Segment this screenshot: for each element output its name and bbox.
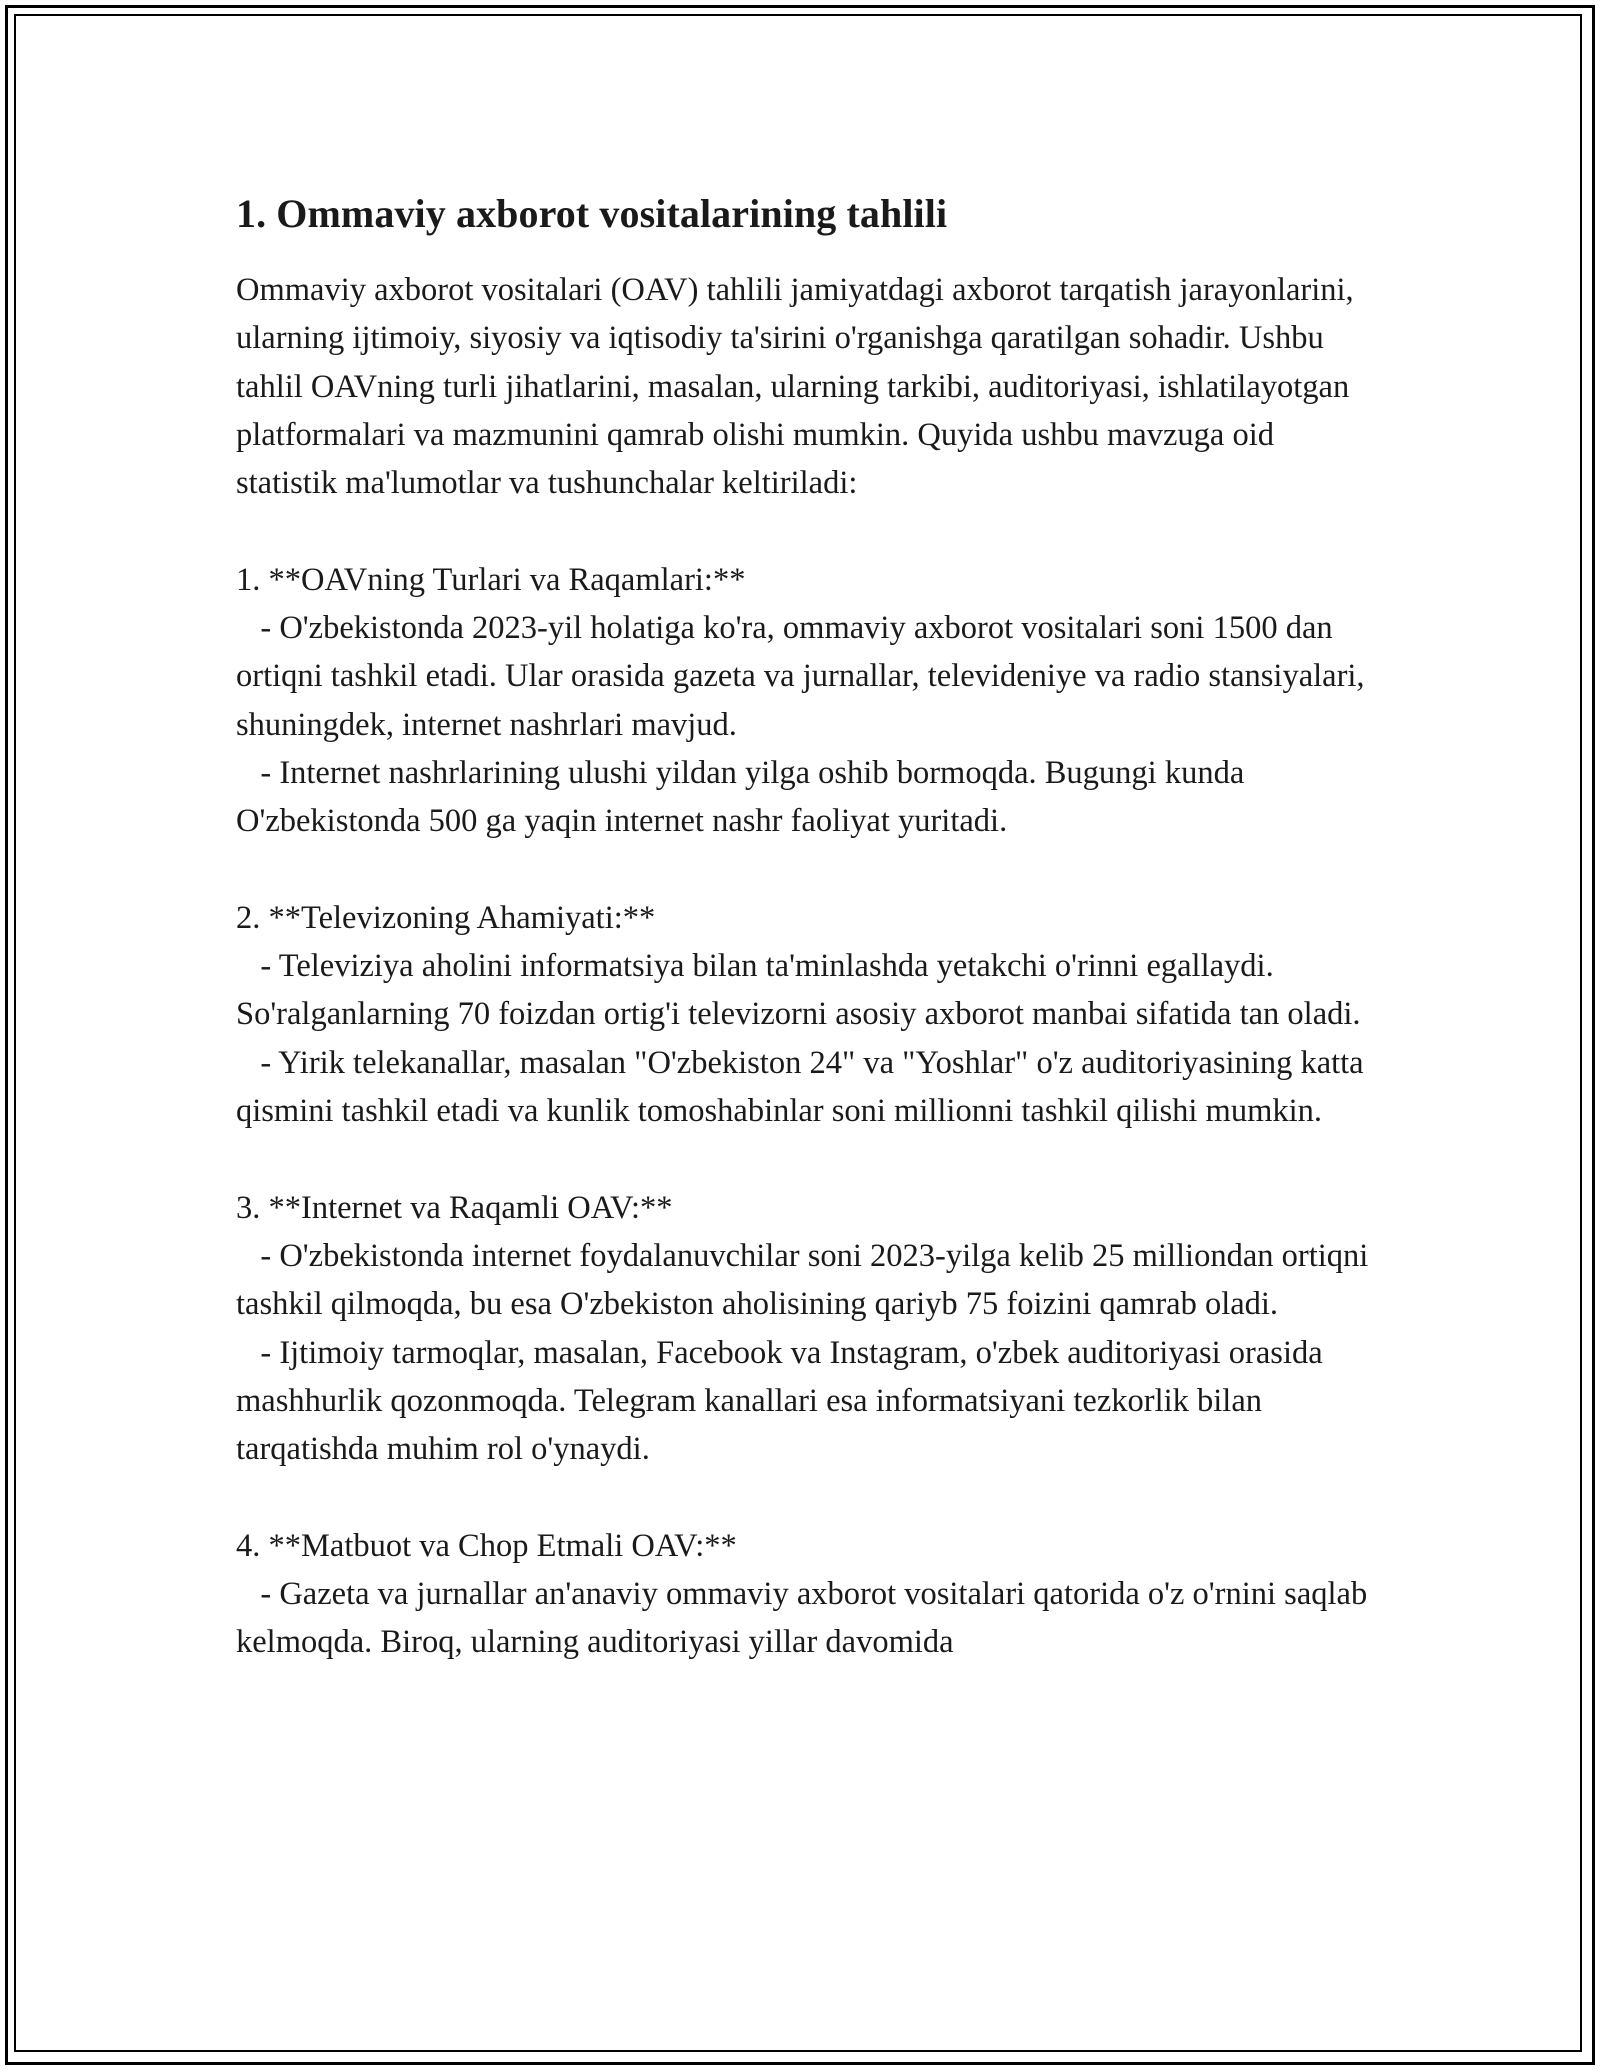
section-internet-digital (236, 1184, 1376, 1474)
section-bullet: - O'zbekistonda internet foydalanuvchilar soni 2023-yilga kelib 25 milliondan ortiqni tashkil qilmoqda, bu esa O'zbekiston aholisining qariyb 75 foizini qamrab oladi. (236, 1237, 1377, 1323)
section-oav-types (236, 556, 1376, 846)
section-bullet: - Ijtimoiy tarmoqlar, masalan, Facebook va Instagram, o'zbek auditoriyasi orasida mashhurlik qozonmoqda. Telegram kanallari esa informatsiyani tezkorlik bilan tarqatishda muhim rol o'ynaydi. (236, 1334, 1331, 1468)
section-television (236, 894, 1376, 1135)
section-print-media (236, 1522, 1376, 1667)
paragraph-gap (236, 1135, 1376, 1183)
paragraph-gap (236, 507, 1376, 555)
section-bullet: - O'zbekistonda 2023-yil holatiga ko'ra, ommaviy axborot vositalari soni 1500 dan ortiqni tashkil etadi. Ular orasida gazeta va jurnallar, televideniye va radio stansiyalari, shuningdek, internet nashrlari mavjud. (236, 610, 1373, 743)
document-title: 1. Ommaviy axborot vositalarining tahlili (236, 191, 948, 236)
document-body (236, 186, 1376, 1667)
section-bullet: - Yirik telekanallar, masalan "O'zbekiston 24" va "Yoshlar" o'z auditoriyasining katta qismini tashkil etadi va kunlik tomoshabinlar soni millionni tashkil qilishi mumkin. (236, 1044, 1372, 1130)
section-bullet: - Internet nashrlarining ulushi yildan yilga oshib bormoqda. Bugungi kunda O'zbekistonda 500 ga yaqin internet nashr faoliyat yuritadi. (236, 754, 1253, 840)
section-heading: 2. **Televizoning Ahamiyati:** (236, 899, 656, 936)
paragraph-gap (236, 846, 1376, 894)
intro-paragraph: Ommaviy axborot vositalari (OAV) tahlili jamiyatdagi axborot tarqatish jarayonlarini, ularning ijtimoiy, siyosiy va iqtisodiy ta'sirini o'rganishga qaratilgan sohadir. Ushbu tahlil OAVning turli jihatlarini, masalan, ularning tarkibi, auditoriyasi, ishlatilayotgan platformalari va mazmunini qamrab olishi mumkin. Quyida ushbu mavzuga oid statistik ma'lumotlar va tushunchalar keltiriladi: (236, 272, 1362, 502)
section-heading: 1. **OAVning Turlari va Raqamlari:** (236, 561, 746, 598)
section-bullet: - Televiziya aholini informatsiya bilan ta'minlashda yetakchi o'rinni egallaydi. So'ralganlarning 70 foizdan ortig'i televizorni asosiy axborot manbai sifatida tan oladi. (236, 948, 1361, 1033)
section-heading: 3. **Internet va Raqamli OAV:** (236, 1189, 673, 1226)
section-bullet: - Gazeta va jurnallar an'anaviy ommaviy axborot vositalari qatorida o'z o'rnini saqlab kelmoqda. Biroq, ularning auditoriyasi yillar davomida (236, 1576, 1376, 1661)
paragraph-gap (236, 1473, 1376, 1521)
section-heading: 4. **Matbuot va Chop Etmali OAV:** (236, 1527, 737, 1564)
